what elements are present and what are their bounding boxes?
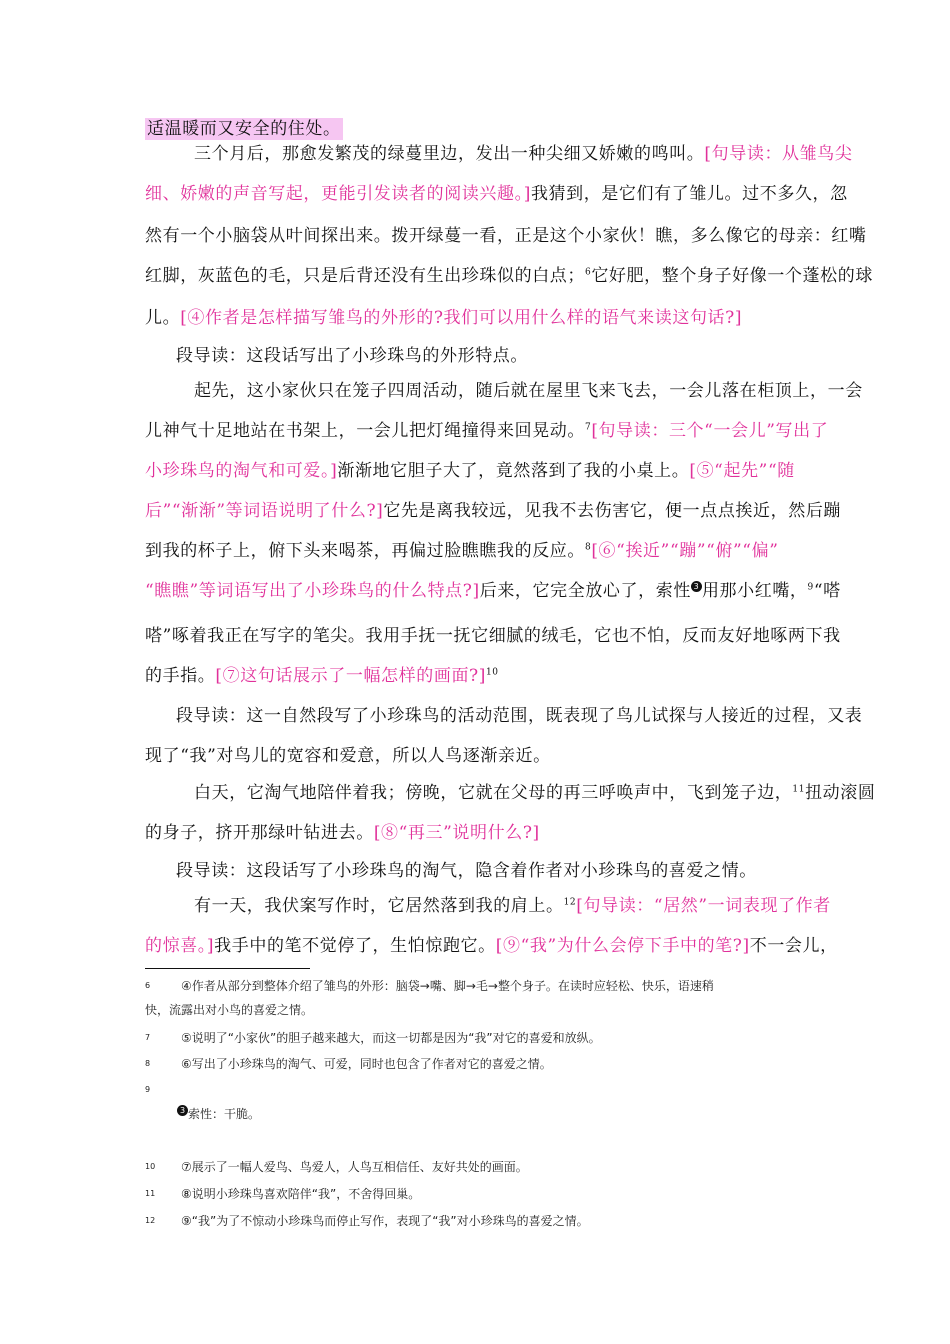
body-text-segment: 段导读：这一自然段写了小珍珠鸟的活动范围，既表现了鸟儿试探与人接近的过程，又表: [176, 706, 863, 726]
footnote: [145, 1080, 815, 1100]
body-line: [145, 540, 815, 562]
guide-annotation: 后”“渐渐”等词语说明了什么?]: [145, 501, 384, 521]
footnote-ref: 12: [563, 897, 577, 908]
body-text-segment: 儿神气十足地站在书架上，一会儿把灯绳撞得来回晃动。: [145, 421, 585, 441]
annotation-badge: 3: [691, 581, 702, 592]
body-line: [145, 580, 841, 602]
body-line: [176, 345, 846, 367]
body-text-segment: 不一会儿，: [749, 936, 838, 956]
body-text-segment: 它好肥，整个身子好像一个蓬松的球: [591, 266, 873, 286]
body-line: [145, 183, 848, 205]
body-line: [145, 665, 815, 687]
footnote-ref: 7: [585, 422, 592, 433]
guide-annotation: [⑧“再三”说明什么?]: [373, 823, 540, 843]
footnote: [145, 1184, 815, 1204]
footnote-ref: 6: [585, 267, 592, 278]
body-line: [194, 782, 876, 804]
guide-annotation: [句导读：从雏鸟尖: [704, 144, 853, 164]
body-text-segment: 用那小红嘴，: [701, 581, 808, 601]
body-text-segment: 的身子，挤开那绿叶钻进去。: [145, 823, 374, 843]
footnote-text: ⑨“我”为了不惊动小珍珠鸟而停止写作，表现了“我”对小珍珠鸟的喜爱之情。: [181, 1214, 589, 1228]
body-text-segment: 儿。: [145, 308, 181, 328]
footnote-text: ⑥写出了小珍珠鸟的淘气、可爱，同时也包含了作者对它的喜爱之情。: [181, 1057, 552, 1071]
footnote-text: ⑧说明小珍珠鸟喜欢陪伴“我”，不舍得回巢。: [181, 1187, 421, 1201]
body-line: [145, 625, 841, 647]
body-text-segment: 三个月后，那愈发繁茂的绿蔓里边，发出一种尖细又娇嫩的鸣叫。: [194, 144, 705, 164]
body-text-segment: 嗒”啄着我正在写字的笔尖。我用手抚一抚它细腻的绒毛，它也不怕，反而友好地啄两下我: [145, 626, 841, 646]
body-line: [145, 745, 815, 767]
body-line: [194, 143, 864, 165]
body-text-segment: 适温暖而又安全的住处。: [147, 119, 341, 139]
footnote: [145, 1000, 815, 1020]
body-text-segment: 然有一个小脑袋从叶间探出来。拨开绿蔓一看，正是这个小家伙！瞧，多么像它的母亲：红嘴: [145, 226, 867, 246]
body-text-segment: 有一天，我伏案写作时，它居然落到我的肩上。: [194, 896, 564, 916]
body-line: [176, 705, 863, 727]
guide-annotation: 细、娇嫩的声音写起，更能引发读者的阅读兴趣。]: [145, 184, 531, 204]
footnote-ref: 10: [485, 667, 499, 678]
body-text-segment: 它先是离我较远，见我不去伤害它，便一点点挨近，然后蹦: [383, 501, 842, 521]
footnote-text: 索性：干脆。: [188, 1107, 261, 1121]
footnote: [145, 1104, 815, 1124]
body-line: [145, 307, 815, 329]
body-text-segment: 的手指。: [145, 666, 216, 686]
body-text-segment: 后来，它完全放心了，索性: [479, 581, 691, 601]
body-line: [194, 380, 864, 402]
body-line: [145, 822, 815, 844]
body-text-segment: 白天，它淘气地陪伴着我；傍晚，它就在父母的再三呼唤声中，飞到笼子边，: [194, 783, 793, 803]
footnote: [145, 1054, 815, 1074]
body-line: [194, 895, 864, 917]
body-text-segment: 渐渐地它胆子大了，竟然落到了我的小桌上。: [337, 461, 690, 481]
body-text-segment: 段导读：这段话写了小珍珠鸟的淘气，隐含着作者对小珍珠鸟的喜爱之情。: [176, 861, 757, 881]
body-line: [176, 860, 846, 882]
body-text-segment: 段导读：这段话写出了小珍珠鸟的外形特点。: [176, 346, 528, 366]
guide-annotation: [⑨“我”为什么会停下手中的笔?]: [495, 936, 750, 956]
footnote-ref: 11: [792, 784, 806, 795]
body-text-segment: 红脚，灰蓝色的毛，只是后背还没有生出珍珠似的白点；: [145, 266, 585, 286]
footnote-number: 7: [145, 1033, 151, 1042]
annotation-badge: 3: [177, 1105, 188, 1116]
body-line: [145, 118, 815, 140]
guide-annotation: [⑦这句话展示了一幅怎样的画面?]: [215, 666, 486, 686]
footnote-separator: [145, 968, 310, 969]
footnote-ref: 8: [585, 542, 592, 553]
footnote: [145, 1211, 815, 1231]
footnote-text: ⑦展示了一幅人爱鸟、鸟爱人，人鸟互相信任、友好共处的画面。: [181, 1160, 528, 1174]
guide-annotation: [句导读：三个“一会儿”写出了: [591, 421, 829, 441]
body-text-segment: 起先，这小家伙只在笼子四周活动，随后就在屋里飞来飞去，一会儿落在柜顶上，一会: [194, 381, 863, 401]
footnote-number: 9: [145, 1085, 151, 1094]
guide-annotation: “瞧瞧”等词语写出了小珍珠鸟的什么特点?]: [145, 581, 480, 601]
body-line: [145, 935, 838, 957]
guide-annotation: [④作者是怎样描写雏鸟的外形的?我们可以用什么样的语气来读这句话?]: [180, 308, 743, 328]
body-text-segment: 我手中的笔不觉停了，生怕惊跑它。: [214, 936, 496, 956]
body-text-segment: 现了“我”对鸟儿的宽容和爱意，所以人鸟逐渐亲近。: [145, 746, 551, 766]
guide-annotation: [句导读：“居然”一词表现了作者: [576, 896, 831, 916]
body-line: [145, 265, 873, 287]
footnote-text: 快，流露出对小鸟的喜爱之情。: [145, 1003, 314, 1017]
body-text-segment: 到我的杯子上，俯下头来喝茶，再偏过脸瞧瞧我的反应。: [145, 541, 585, 561]
body-text-segment: “嗒: [813, 581, 841, 601]
footnote-number: 11: [145, 1189, 156, 1198]
footnote-number: 8: [145, 1059, 151, 1068]
guide-annotation: [⑥“挨近”“蹦”“俯”“偏”: [591, 541, 779, 561]
footnote: [145, 1028, 815, 1048]
footnote-ref: 9: [807, 582, 814, 593]
footnote-text: ④作者从部分到整体介绍了雏鸟的外形：脑袋→嘴、脚→毛→整个身子。在读时应轻松、快乐，语速稍: [181, 979, 714, 993]
footnote-number: 10: [145, 1162, 156, 1171]
footnote-number: 6: [145, 981, 151, 990]
footnote-number: 12: [145, 1216, 156, 1225]
guide-annotation: 小珍珠鸟的淘气和可爱。]: [145, 461, 338, 481]
guide-annotation: 的惊喜。]: [145, 936, 215, 956]
body-line: [145, 500, 842, 522]
footnote: [145, 1157, 815, 1177]
footnote: [145, 976, 815, 996]
body-text-segment: 扭动滚圆: [805, 783, 876, 803]
body-line: [145, 225, 867, 247]
footnote-text: ⑤说明了“小家伙”的胆子越来越大，而这一切都是因为“我”对它的喜爱和放纵。: [181, 1031, 601, 1045]
body-text-segment: 我猜到，是它们有了雏儿。过不多久，忽: [530, 184, 848, 204]
body-line: [145, 460, 815, 482]
body-line: [145, 420, 829, 442]
guide-annotation: [⑤“起先”“随: [689, 461, 795, 481]
